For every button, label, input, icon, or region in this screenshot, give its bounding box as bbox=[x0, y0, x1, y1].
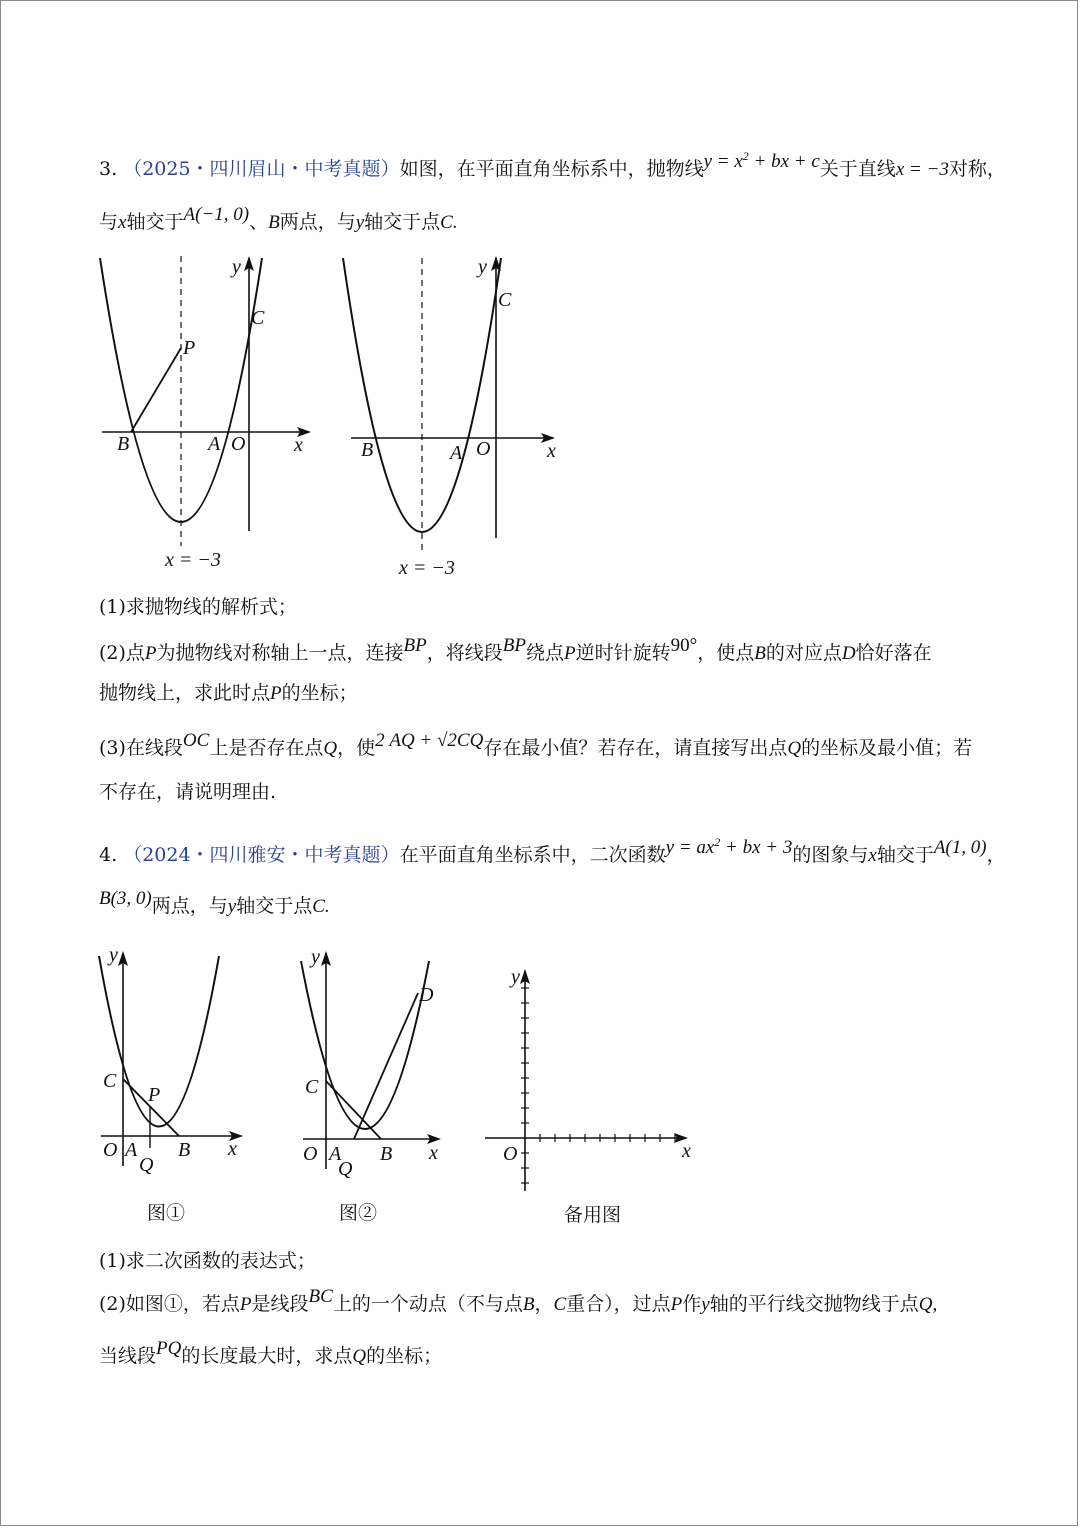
label-p: P bbox=[183, 337, 196, 359]
segment-bc bbox=[326, 1081, 381, 1139]
q4-figure-2 bbox=[291, 941, 461, 1181]
q4-part1: (1)求二次函数的表达式； bbox=[99, 1250, 316, 1272]
q3-point-a: A(−1, 0) bbox=[183, 204, 250, 225]
label-x: x bbox=[228, 1138, 237, 1160]
label-a: A bbox=[208, 433, 221, 455]
segment-bp bbox=[131, 348, 181, 432]
q4-point-b: B(3, 0) bbox=[99, 888, 152, 909]
label-o: O bbox=[303, 1143, 318, 1165]
label-b: B bbox=[361, 439, 374, 461]
label-o: O bbox=[231, 433, 246, 455]
q4-point-a: A(1, 0) bbox=[933, 837, 987, 858]
q4-equation: $y = ax^2$ + bx + 3 bbox=[665, 835, 793, 858]
label-y: y bbox=[109, 944, 118, 966]
q4-caption-1: 图① bbox=[147, 1202, 186, 1224]
label-y: y bbox=[511, 966, 520, 988]
q3-source: 2025・四川眉山・中考真题 bbox=[142, 158, 381, 180]
q3-equation: $y = x^2$ + bx + c bbox=[703, 149, 820, 172]
axis-ticks bbox=[521, 988, 675, 1183]
label-a: A bbox=[125, 1139, 138, 1161]
q3-part2-line1: (2)点P为抛物线对称轴上一点，连接BP，将线段BP绕点P逆时针旋转90°，使点B的对应点D恰好落在 bbox=[99, 635, 932, 664]
label-c: C bbox=[305, 1076, 319, 1098]
q3-stem-line1: 3. （2025・四川眉山・中考真题）如图，在平面直角坐标系中，抛物线$y = x^2$ + bx + c关于直线x = −3对称， bbox=[99, 149, 1006, 180]
label-x: x bbox=[547, 440, 556, 462]
label-q: Q bbox=[338, 1158, 353, 1180]
q3-part2-line2: 抛物线上，求此时点P的坐标； bbox=[99, 682, 358, 704]
q4-part2-line1: (2)如图①，若点P是线段BC上的一个动点（不与点B，C重合），过点P作y轴的平行线交抛物线于点Q, bbox=[99, 1286, 938, 1315]
q3-number: 3. bbox=[99, 158, 118, 180]
label-y: y bbox=[478, 256, 487, 278]
label-x: x bbox=[294, 434, 303, 456]
label-o: O bbox=[503, 1143, 518, 1165]
q3-part1: (1)求抛物线的解析式； bbox=[99, 596, 297, 618]
label-y: y bbox=[311, 946, 320, 968]
q4-figure-1 bbox=[91, 941, 261, 1181]
label-p: P bbox=[148, 1084, 161, 1106]
segment-ad bbox=[354, 993, 418, 1139]
label-c: C bbox=[498, 289, 512, 311]
q3-figure-2 bbox=[331, 246, 571, 586]
label-c: C bbox=[103, 1070, 117, 1092]
label-a: A bbox=[329, 1143, 342, 1165]
label-y: y bbox=[232, 256, 241, 278]
q4-stem-line2: B(3, 0)两点，与y轴交于点C. bbox=[99, 888, 330, 917]
q3-stem-line2: 与x轴交于A(−1, 0)、B两点，与y轴交于点C. bbox=[99, 204, 458, 233]
label-c: C bbox=[251, 307, 265, 329]
q4-stem-line1: 4. （2024・四川雅安・中考真题）在平面直角坐标系中，二次函数$y = ax^2$ + bx + 3的图象与x轴交于A(1, 0)， bbox=[99, 835, 1006, 866]
label-b: B bbox=[117, 433, 130, 455]
q4-source: 2024・四川雅安・中考真题 bbox=[142, 844, 381, 866]
parabola bbox=[301, 961, 429, 1129]
label-q: Q bbox=[139, 1154, 154, 1176]
q4-caption-3: 备用图 bbox=[564, 1204, 622, 1226]
label-x: x bbox=[682, 1140, 691, 1162]
q3-part3-line2: 不存在，请说明理由. bbox=[99, 781, 277, 803]
q4-caption-2: 图② bbox=[339, 1202, 378, 1224]
q3-figure-1 bbox=[89, 246, 329, 576]
q3-symmetry-line: x = −3 bbox=[895, 159, 949, 180]
label-axis-eq: x = −3 bbox=[165, 549, 221, 571]
q4-part2-line2: 当线段PQ的长度最大时，求点Q的坐标； bbox=[99, 1338, 443, 1367]
label-o: O bbox=[103, 1139, 118, 1161]
label-x: x bbox=[429, 1142, 438, 1164]
label-b: B bbox=[380, 1143, 393, 1165]
label-a: A bbox=[450, 442, 463, 464]
label-axis-eq: x = −3 bbox=[399, 557, 455, 579]
q3-part3-line1: (3)在线段OC上是否存在点Q，使2 AQ + √2CQ存在最小值？若存在，请直接写出点Q的坐标及最小值；若 bbox=[99, 730, 973, 759]
label-o: O bbox=[476, 438, 491, 460]
label-b: B bbox=[178, 1139, 191, 1161]
q4-spare-figure bbox=[481, 961, 701, 1201]
q4-number: 4. bbox=[99, 844, 118, 866]
label-d: D bbox=[419, 984, 434, 1006]
